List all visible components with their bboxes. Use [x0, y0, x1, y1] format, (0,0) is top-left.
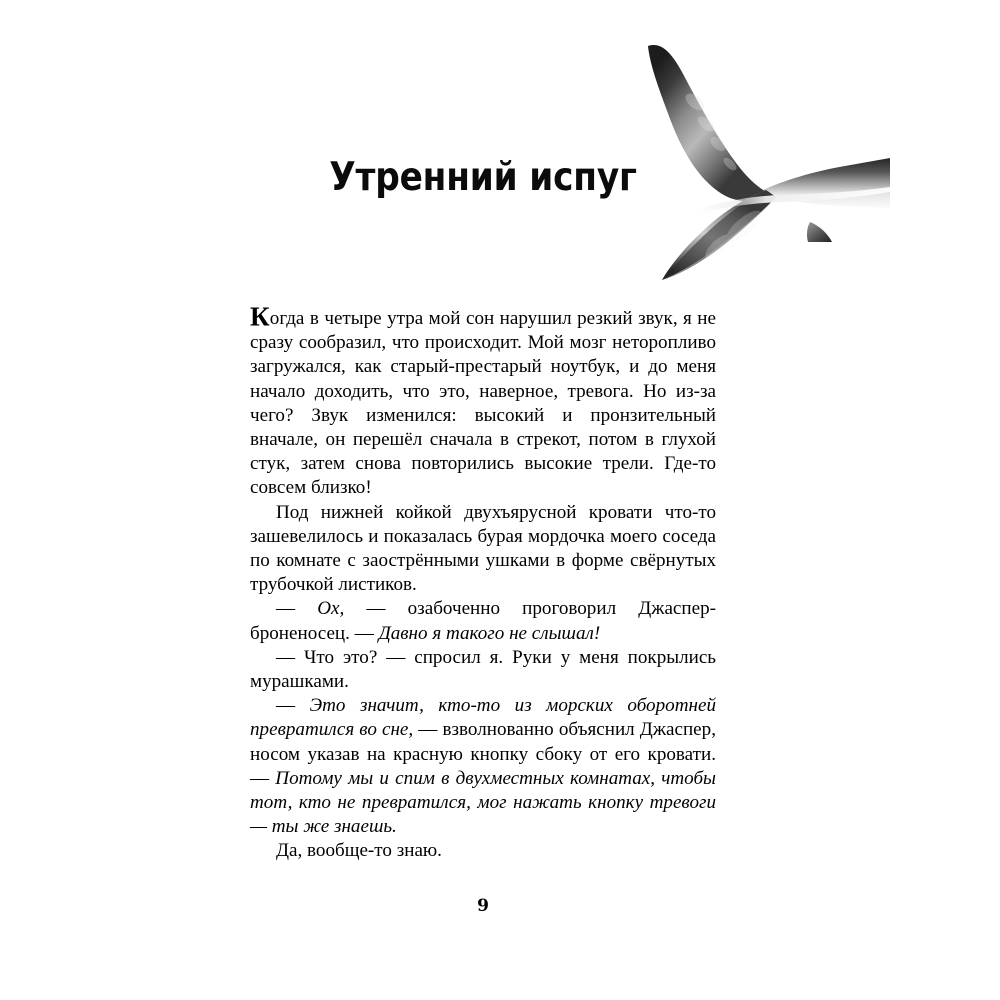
- paragraph-run: —: [276, 598, 318, 620]
- paragraph-run: — взволнованно объяснил Джаспер, носом указав на красную кнопку сбоку от его кровати. —: [250, 719, 716, 789]
- paragraph-run: Да, вообще-то знаю.: [276, 840, 442, 862]
- paragraph-run: — Что это? — спросил я. Руки у меня покрылись мурашками.: [250, 646, 716, 693]
- paragraph: [250, 301, 716, 501]
- paragraph-run-italic: Потому мы и спим в двухместных комнатах, чтобы тот, кто не превратился, мог нажать кнопку тревоги — ты же знаешь.: [250, 767, 716, 838]
- paragraph: [250, 501, 716, 598]
- paragraph: [250, 694, 716, 839]
- paragraph: [250, 597, 716, 645]
- paragraph: [250, 839, 716, 863]
- chapter-title: Утренний испуг: [329, 155, 637, 200]
- paragraph-run: огда в четыре утра мой сон нарушил резкий звук, я не сразу сообразил, что происходит. Мой мозг неторопливо загружался, как старый-престарый ноутбук, и до меня начало доходить, что это, наверное, тревога. Но из-за чего? Звук изменился: высокий и пронзительный вначале, он перешёл сначала в стрекот, потом в глухой стук, затем снова повторились высокие трели. Где-то совсем близко!: [250, 308, 716, 499]
- paragraph-run-italic: Это значит, кто-то из морских оборотней превратился во сне,: [250, 695, 716, 741]
- paragraph-run: Под нижней койкой двухъярусной кровати что-то зашевелилось и показалась бурая мордочка моего соседа по комнате с заострёнными ушками в форме свёрнутых трубочкой листиков.: [250, 501, 716, 596]
- initial-capital: К: [250, 301, 270, 332]
- paragraph-run-italic: Давно я такого не слышал!: [378, 622, 601, 644]
- paragraph: [250, 646, 716, 694]
- page-number: 9: [477, 896, 489, 916]
- body-text: [250, 301, 716, 864]
- paragraph-run-italic: Ох,: [317, 598, 345, 620]
- paragraph-run: — озабоченно проговорил Джаспер-броненосец. —: [250, 598, 716, 644]
- paragraph-run: —: [276, 695, 310, 717]
